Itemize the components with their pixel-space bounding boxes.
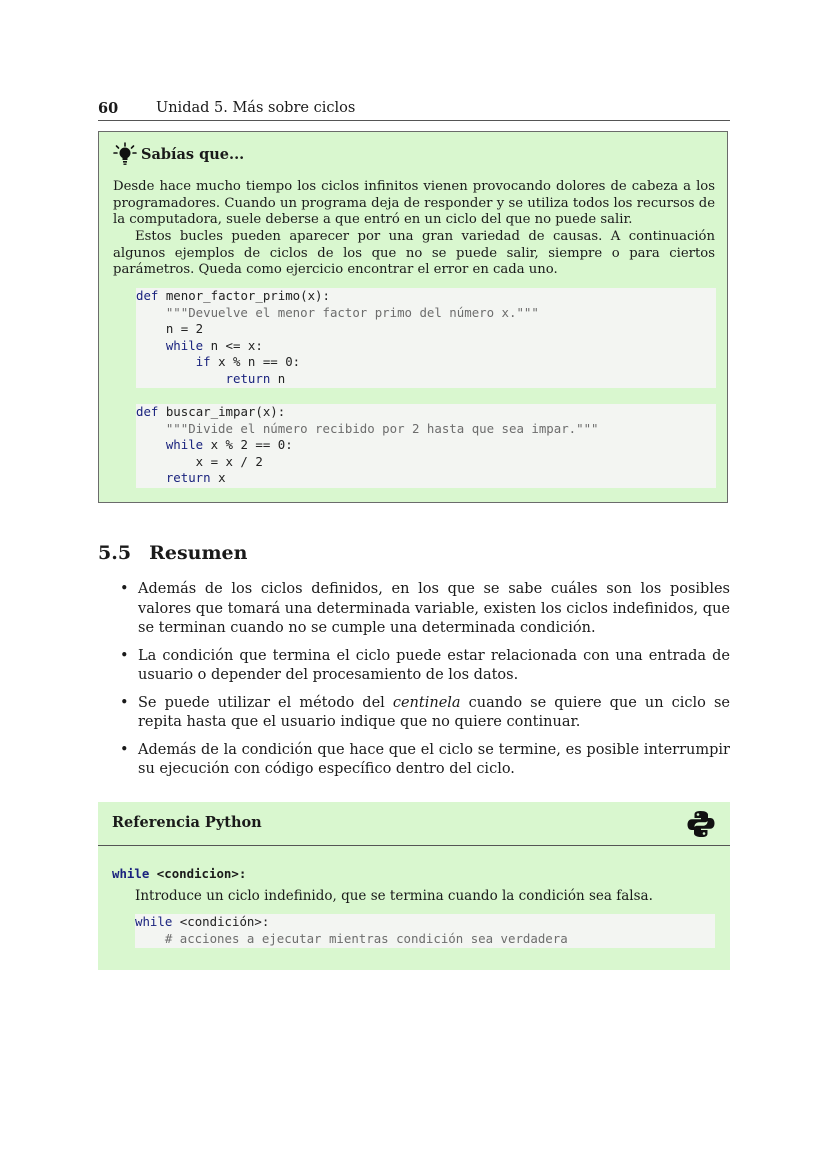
page-header (98, 100, 730, 121)
chapter-title: Unidad 5. Más sobre ciclos (156, 100, 356, 116)
list-item: • La condición que termina el ciclo puede estar relacionada con una entrada de usuario o depender del procesamiento de los datos. (98, 647, 730, 686)
code-block-menor-factor-primo: def menor_factor_primo(x): """Devuelve el menor factor primo del número x.""" n = 2 while n <= x: if x % n == 0: return n (136, 288, 716, 388)
section-title: Resumen (149, 542, 248, 564)
reference-code-block: while <condición>: # acciones a ejecutar mientras condición sea verdadera (135, 914, 715, 948)
sabias-paragraph-2: Estos bucles pueden aparecer por una gran variedad de causas. A continuación algunos ejemplos de ciclos de los que no se puede salir, siempre o para ciertos parámetros. Queda como ejercicio encontrar el error en cada uno. (113, 229, 715, 278)
code-block-buscar-impar: def buscar_impar(x): """Divide el número recibido por 2 hasta que sea impar.""" while x % 2 == 0: x = x / 2 return x (136, 404, 716, 488)
sabias-que-label: Sabías que... (141, 145, 245, 163)
sabias-paragraph-1: Desde hace mucho tiempo los ciclos infinitos vienen provocando dolores de cabeza a los programadores. Cuando un programa deja de responder y se utiliza todos los recursos de la computadora, suele deberse a que entró en un ciclo del que no puede salir. (113, 179, 715, 228)
python-logo-icon (686, 809, 716, 839)
page-number: 60 (98, 100, 119, 117)
list-item: • Además de los ciclos definidos, en los que se sabe cuáles son los posibles valores que tomará una determinada variable, existen los ciclos indefinidos, que se terminan cuando no se cumple una determinada condición. (98, 580, 730, 639)
reference-title: Referencia Python (112, 814, 262, 831)
section-heading (98, 542, 247, 564)
reference-description: Introduce un ciclo indefinido, que se termina cuando la condición sea falsa. (135, 888, 653, 904)
reference-header (98, 802, 730, 846)
list-item: • Se puede utilizar el método del centinela cuando se quiere que un ciclo se repita hasta que el usuario indique que no quiere continuar. (98, 694, 730, 733)
reference-term: while <condicion>: (112, 866, 247, 881)
summary-list (98, 580, 730, 788)
lightbulb-icon (113, 142, 137, 166)
sabias-que-title (113, 142, 244, 166)
list-item: • Además de la condición que hace que el ciclo se termine, es posible interrumpir su ejecución con código específico dentro del ciclo. (98, 741, 730, 780)
python-reference-box (98, 802, 730, 970)
section-number: 5.5 (98, 542, 132, 564)
sabias-que-box (98, 131, 728, 503)
